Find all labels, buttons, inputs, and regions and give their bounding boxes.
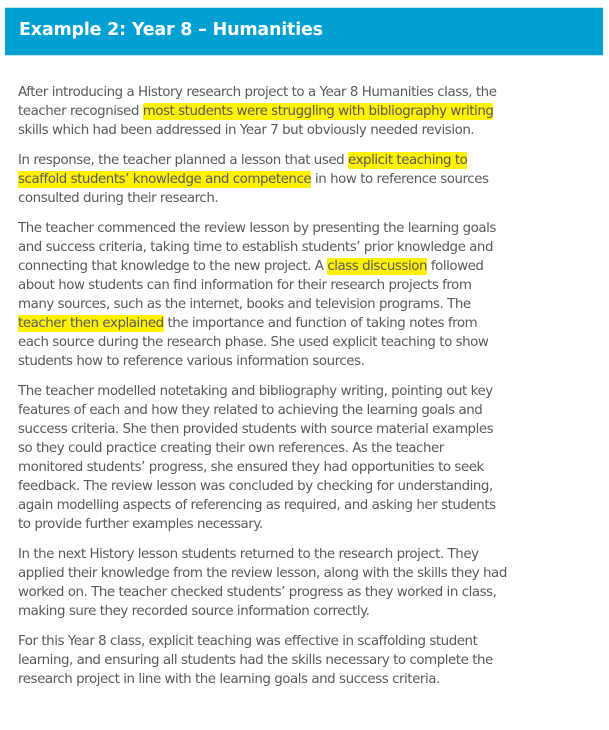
text-line xyxy=(18,314,598,333)
text-line xyxy=(18,545,598,564)
paragraph xyxy=(18,83,598,140)
text-line xyxy=(18,295,598,314)
text-segment: feedback. The review lesson was concluded by checking for understanding, xyxy=(18,479,493,494)
text-segment: consulted during their research. xyxy=(18,191,219,206)
text-segment: features of each and how they related to achieving the learning goals and xyxy=(18,403,483,418)
text-line xyxy=(18,83,598,102)
text-segment: each source during the research phase. She used explicit teaching to show xyxy=(18,335,489,350)
text-segment: learning, and ensuring all students had the skills necessary to complete the xyxy=(18,653,493,668)
text-segment: research project in line with the learning goals and success criteria. xyxy=(18,672,440,687)
text-segment: monitored students’ progress, she ensured they had opportunities to seek xyxy=(18,460,484,475)
text-line xyxy=(18,238,598,257)
text-line xyxy=(18,602,598,621)
text-line xyxy=(18,496,598,515)
text-segment: In response, the teacher planned a lesson that used xyxy=(18,153,349,168)
highlighted-text: explicit teaching to xyxy=(348,153,468,168)
text-line xyxy=(18,382,598,401)
text-segment: After introducing a History research project to a Year 8 Humanities class, the xyxy=(18,85,497,100)
text-segment: the importance and function of taking notes from xyxy=(163,316,478,331)
text-line xyxy=(18,420,598,439)
text-segment: in how to reference sources xyxy=(311,172,489,187)
text-line xyxy=(18,189,598,208)
highlighted-text: scaffold students’ knowledge and competence xyxy=(18,172,312,187)
text-line xyxy=(18,583,598,602)
text-segment: worked on. The teacher checked students’ progress as they worked in class, xyxy=(18,585,497,600)
section-title: Example 2: Year 8 – Humanities xyxy=(19,20,323,40)
body-text xyxy=(18,83,598,700)
text-line xyxy=(18,170,598,189)
paragraph xyxy=(18,382,598,534)
text-line xyxy=(18,670,598,689)
text-line xyxy=(18,121,598,140)
text-segment: and success criteria, taking time to establish students’ prior knowledge and xyxy=(18,240,494,255)
text-segment: many sources, such as the internet, books and television programs. The xyxy=(18,297,471,312)
highlighted-text: most students were struggling with bibliography writing xyxy=(142,104,494,119)
text-line xyxy=(18,439,598,458)
paragraph xyxy=(18,219,598,371)
text-segment: success criteria. She then provided students with source material examples xyxy=(18,422,494,437)
text-segment: In the next History lesson students returned to the research project. They xyxy=(18,547,479,562)
text-segment: For this Year 8 class, explicit teaching was effective in scaffolding student xyxy=(18,634,478,649)
paragraph xyxy=(18,545,598,621)
text-line xyxy=(18,276,598,295)
text-line xyxy=(18,632,598,651)
text-segment: connecting that knowledge to the new project. A xyxy=(18,259,328,274)
paragraph xyxy=(18,151,598,208)
text-line xyxy=(18,515,598,534)
text-segment: to provide further examples necessary. xyxy=(18,517,263,532)
text-line xyxy=(18,352,598,371)
text-line xyxy=(18,477,598,496)
text-segment: about how students can find information for their research projects from xyxy=(18,278,472,293)
text-line xyxy=(18,564,598,583)
text-line xyxy=(18,401,598,420)
paragraph xyxy=(18,632,598,689)
text-segment: followed xyxy=(427,259,484,274)
text-segment: so they could practice creating their own references. As the teacher xyxy=(18,441,444,456)
text-line xyxy=(18,458,598,477)
text-segment: skills which had been addressed in Year 7 but obviously needed revision. xyxy=(18,123,475,138)
text-segment: teacher recognised xyxy=(18,104,143,119)
text-segment: again modelling aspects of referencing as required, and asking her students xyxy=(18,498,496,513)
text-line xyxy=(18,102,598,121)
highlighted-text: teacher then explained xyxy=(18,316,164,331)
text-line xyxy=(18,151,598,170)
text-line xyxy=(18,257,598,276)
text-line xyxy=(18,651,598,670)
text-segment: The teacher modelled notetaking and bibliography writing, pointing out key xyxy=(18,384,493,399)
highlighted-text: class discussion xyxy=(327,259,428,274)
text-segment: students how to reference various information sources. xyxy=(18,354,365,369)
section-banner xyxy=(5,7,603,56)
text-line xyxy=(18,219,598,238)
text-segment: The teacher commenced the review lesson by presenting the learning goals xyxy=(18,221,496,236)
text-segment: making sure they recorded source information correctly. xyxy=(18,604,370,619)
text-segment: applied their knowledge from the review lesson, along with the skills they had xyxy=(18,566,507,581)
text-line xyxy=(18,333,598,352)
